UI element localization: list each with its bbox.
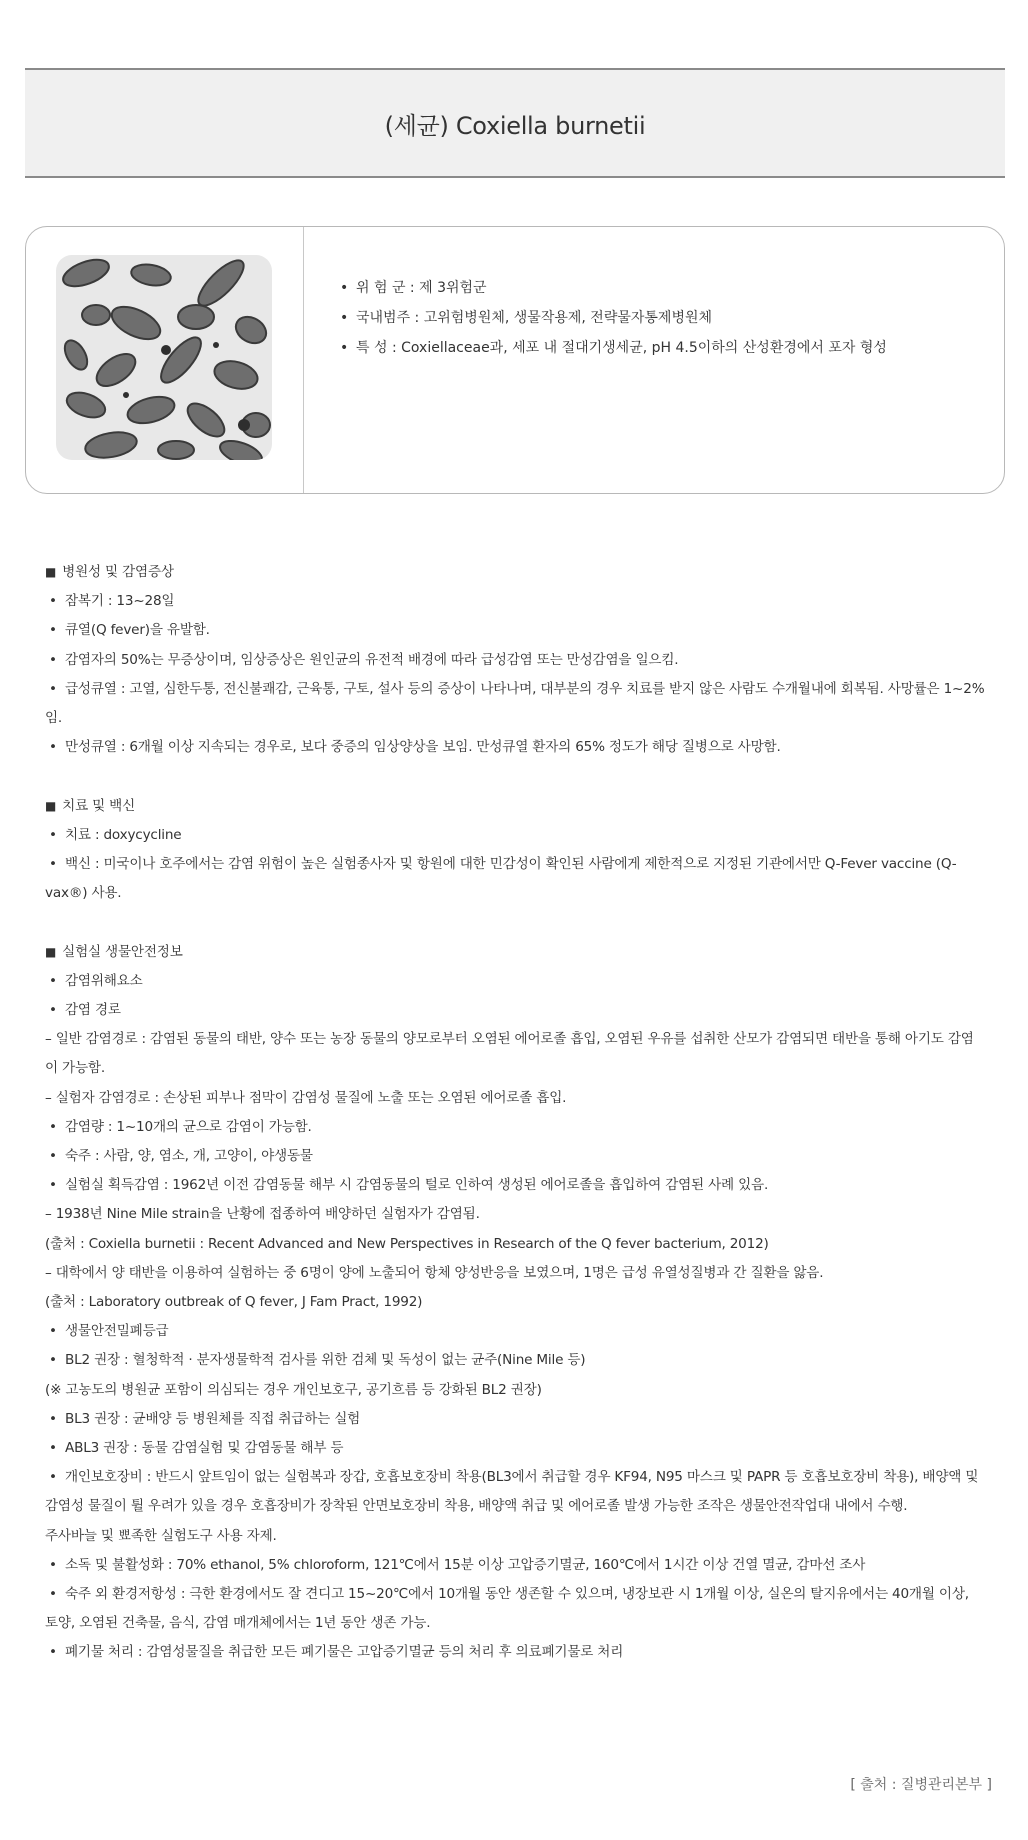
list-item: • 실험실 획득감염 : 1962년 이전 감염동물 해부 시 감염동물의 털로 인하여 생성된 에어로졸을 흡입하여 감염된 사례 있음.: [45, 1171, 985, 1200]
list-item: – 대학에서 양 태반을 이용하여 실험하는 중 6명이 양에 노출되어 항체 양성반응을 보였으며, 1명은 급성 유열성질병과 간 질환을 앓음.: [45, 1264, 824, 1281]
list-item: • 감염자의 50%는 무증상이며, 임상증상은 원인균의 유전적 배경에 따라 급성감염 또는 만성감염을 일으킴.: [45, 646, 985, 675]
property-list: [340, 273, 887, 363]
list-item: • ABL3 권장 : 동물 감염실험 및 감염동물 해부 등: [45, 1434, 985, 1463]
list-item: • 감염 경로: [45, 996, 985, 1025]
list-item: • 감염량 : 1~10개의 균으로 감염이 가능함.: [45, 1113, 985, 1142]
list-item: • 소독 및 불활성화 : 70% ethanol, 5% chloroform, 121℃에서 15분 이상 고압증기멸균, 160℃에서 1시간 이상 건열 멸균, 감마선 조사: [45, 1551, 985, 1580]
property-domestic-category: • 국내범주 : 고위험병원체, 생물작용제, 전략물자통제병원체: [340, 303, 887, 333]
title-bar: [25, 68, 1005, 178]
page-title: (세균) Coxiella burnetii: [384, 111, 646, 140]
list-item: • 치료 : doxycycline: [45, 821, 985, 850]
list-item: • 만성큐열 : 6개월 이상 지속되는 경우로, 보다 중증의 임상양상을 보임. 만성큐열 환자의 65% 정도가 해당 질병으로 사망함.: [45, 733, 985, 762]
image-cell: [26, 227, 304, 493]
list-item: • 잠복기 : 13~28일: [45, 587, 985, 616]
list-item: • 숙주 외 환경저항성 : 극한 환경에서도 잘 견디고 15~20℃에서 10개월 동안 생존할 수 있으며, 냉장보관 시 1개월 이상, 실온의 탈지유에서는 40개월 이상, 토양, 오염된 건축물, 음식, 감염 매개체에서는 1년 동안 생존 가능.: [45, 1580, 985, 1638]
list-item: 주사바늘 및 뾰족한 실험도구 사용 자제.: [45, 1527, 277, 1544]
property-risk-group: • 위 험 군 : 제 3위험군: [340, 273, 887, 303]
list-item: (※ 고농도의 병원균 포함이 의심되는 경우 개인보호구, 공기흐름 등 강화된 BL2 권장): [45, 1381, 542, 1398]
list-item: • BL3 권장 : 균배양 등 병원체를 직접 취급하는 실험: [45, 1405, 985, 1434]
list-item: • 큐열(Q fever)을 유발함.: [45, 616, 985, 645]
coxiella-micrograph: [56, 255, 272, 460]
list-item: • 급성큐열 : 고열, 심한두통, 전신불쾌감, 근육통, 구토, 설사 등의 증상이 나타나며, 대부분의 경우 치료를 받지 않은 사람도 수개월내에 회복됨. 사망률은 1~2%임.: [45, 675, 985, 733]
list-item: • 개인보호장비 : 반드시 앞트임이 없는 실험복과 장갑, 호흡보호장비 착용(BL3에서 취급할 경우 KF94, N95 마스크 및 PAPR 등 호흡보호장비 착용), 배양액 및 감염성 물질이 튈 우려가 있을 경우 호흡장비가 장착된 안면보호장비 착용, 배양액 취급 및 에어로졸 발생 가능한 조작은 생물안전작업대 내에서 수행.: [45, 1463, 985, 1521]
content-body: [45, 558, 985, 1668]
list-item: • 감염위해요소: [45, 967, 985, 996]
list-item: • 폐기물 처리 : 감염성물질을 취급한 모든 폐기물은 고압증기멸균 등의 처리 후 의료폐기물로 처리: [45, 1638, 985, 1667]
list-item: (출처 : Laboratory outbreak of Q fever, J Fam Pract, 1992): [45, 1294, 423, 1311]
section-heading: ■ 치료 및 백신: [45, 792, 985, 821]
list-item: • BL2 권장 : 혈청학적 · 분자생물학적 검사를 위한 검체 및 독성이 없는 균주(Nine Mile 등): [45, 1346, 985, 1375]
section-heading: ■ 실험실 생물안전정보: [45, 938, 985, 967]
list-item: – 실험자 감염경로 : 손상된 피부나 점막이 감염성 물질에 노출 또는 오염된 에어로졸 흡입.: [45, 1089, 567, 1106]
list-item: (출처 : Coxiella burnetii : Recent Advanced and New Perspectives in Research of the Q fever bacterium, 2012): [45, 1235, 769, 1252]
info-card: [25, 226, 1005, 494]
list-item: • 숙주 : 사람, 양, 염소, 개, 고양이, 야생동물: [45, 1142, 985, 1171]
property-characteristics: • 특 성 : Coxiellaceae과, 세포 내 절대기생세균, pH 4.5이하의 산성환경에서 포자 형성: [340, 333, 887, 363]
list-item: • 생물안전밀폐등급: [45, 1317, 985, 1346]
list-item: • 백신 : 미국이나 호주에서는 감염 위험이 높은 실험종사자 및 항원에 대한 민감성이 확인된 사람에게 제한적으로 지정된 기관에서만 Q-Fever vaccine (Q-vax®) 사용.: [45, 850, 985, 908]
list-item: – 1938년 Nine Mile strain을 난황에 접종하여 배양하던 실험자가 감염됨.: [45, 1206, 480, 1223]
source-credit: [ 출처 : 질병관리본부 ]: [850, 1777, 992, 1793]
list-item: – 일반 감염경로 : 감염된 동물의 태반, 양수 또는 농장 동물의 양모로부터 오염된 에어로졸 흡입, 오염된 우유를 섭취한 산모가 감염되면 태반을 통해 아기도 감염이 가능함.: [45, 1031, 974, 1077]
section-heading: ■ 병원성 및 감염증상: [45, 558, 985, 587]
